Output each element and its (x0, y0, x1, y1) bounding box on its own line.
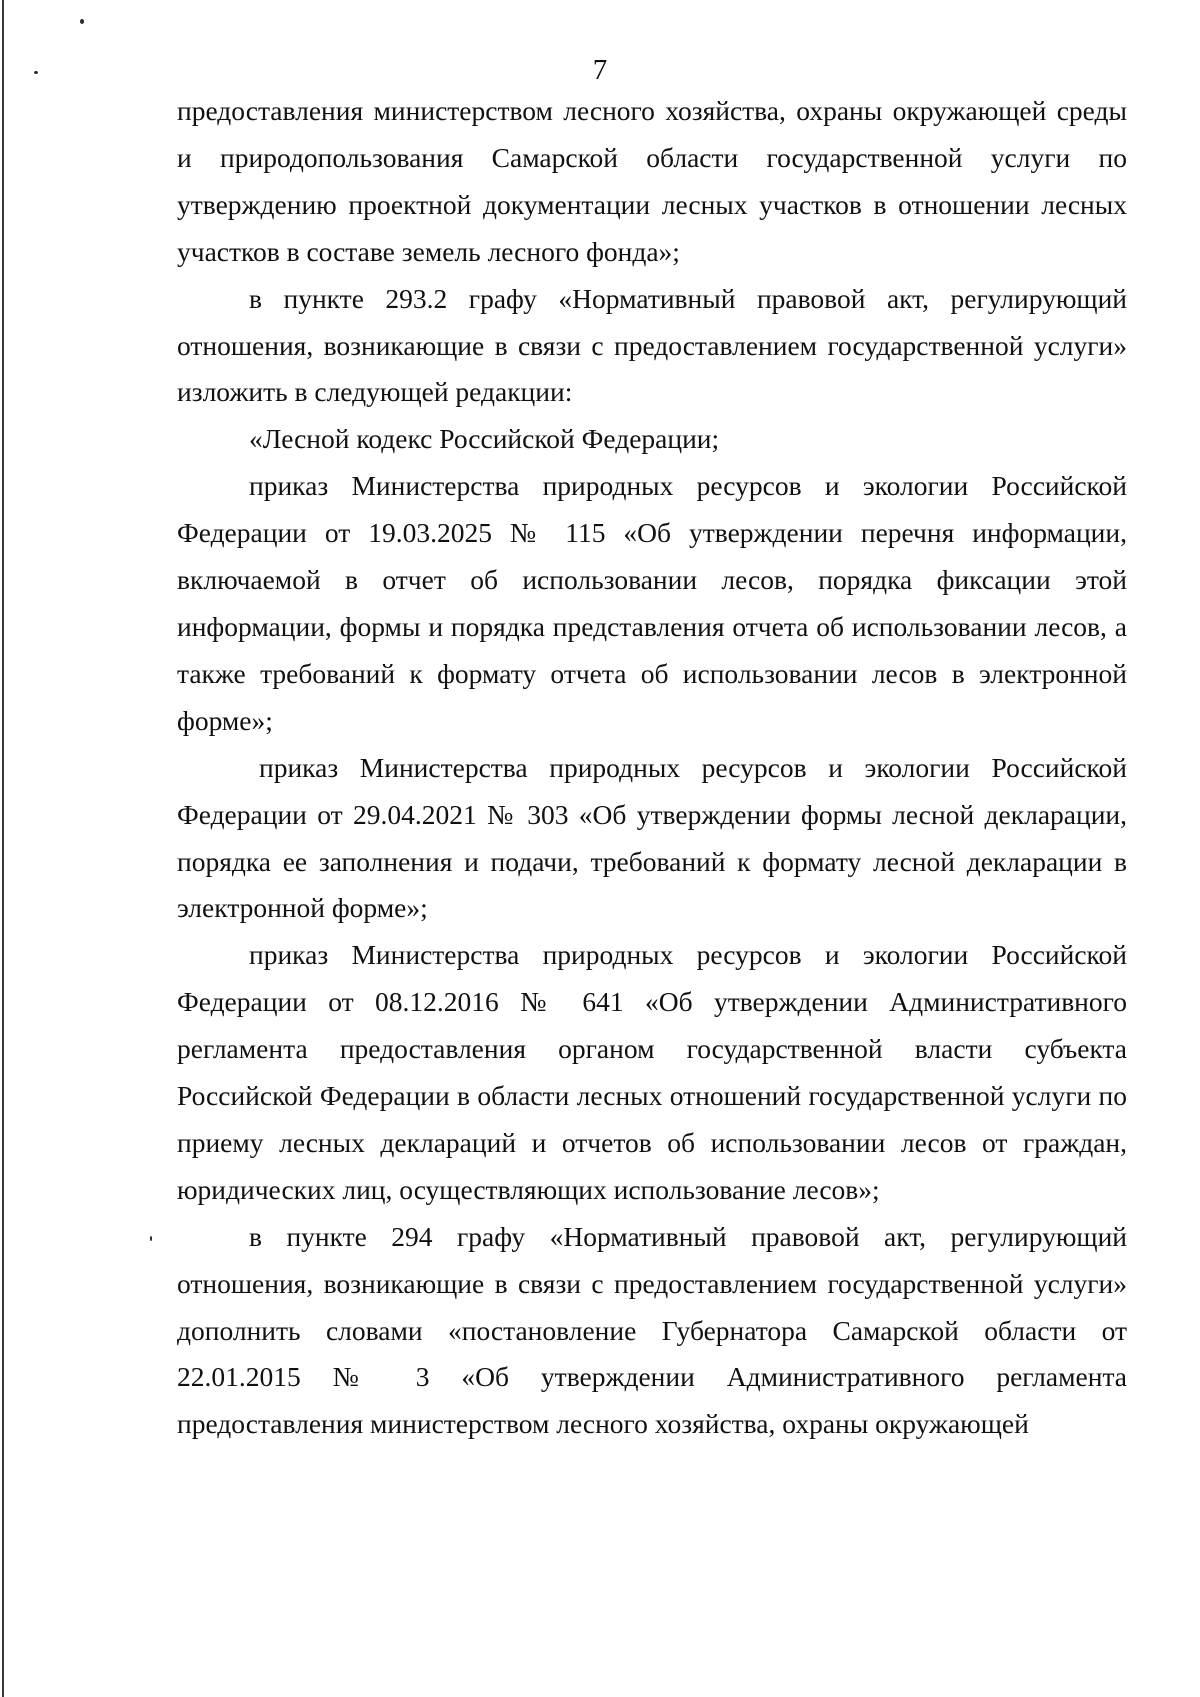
page-number: 7 (592, 54, 608, 86)
scan-speck (80, 19, 84, 24)
paragraph-order-115: приказ Министерства природных ресурсов и экологии Российской Федерации от 19.03.2025 № 115 «Об утверждении перечня информации, включаемой в отчет об использовании лесов, порядка фиксации этой информации, формы и порядка представления отчета об использовании лесов, а также требований к формату отчета об использовании лесов в электронной форме»; (177, 470, 1127, 736)
scan-speck (150, 1236, 152, 1241)
document-body (177, 88, 1127, 1448)
paragraph-forest-code: «Лесной кодекс Российской Федерации; (249, 423, 720, 455)
page-edge (2, 0, 4, 1697)
paragraph-item-294: в пункте 294 графу «Нормативный правовой акт, регулирующий отношения, возникающие в связи с предоставлением государственной услуги» дополнить словами «постановление Губернатора Самарской области от 22.01.2015 № 3 «Об утверждении Административного регламента предоставления министерством лесного хозяйства, охраны окружающей (177, 1220, 1127, 1440)
paragraph-order-641: приказ Министерства природных ресурсов и экологии Российской Федерации от 08.12.2016 № 641 «Об утверждении Административного регламента предоставления органом государственной власти субъекта Российской Федерации в области лесных отношений государственной услуги по приему лесных деклараций и отчетов об использовании лесов от граждан, юридических лиц, осуществляющих использование лесов»; (177, 939, 1127, 1205)
paragraph-continuation: предоставления министерством лесного хозяйства, охраны окружающей среды и природопользования Самарской области государственной услуги по утверждению проектной документации лесных участков в отношении лесных участков в составе земель лесного фонда»; (177, 95, 1127, 267)
paragraph-order-303: приказ Министерства природных ресурсов и экологии Российской Федерации от 29.04.2021 № 303 «Об утверждении формы лесной декларации, порядка ее заполнения и подачи, требований к формату лесной декларации в электронной форме»; (177, 751, 1127, 924)
paragraph-item-293-2: в пункте 293.2 графу «Нормативный правовой акт, регулирующий отношения, возникающие в связи с предоставлением государственной услуги» изложить в следующей редакции: (177, 282, 1127, 408)
